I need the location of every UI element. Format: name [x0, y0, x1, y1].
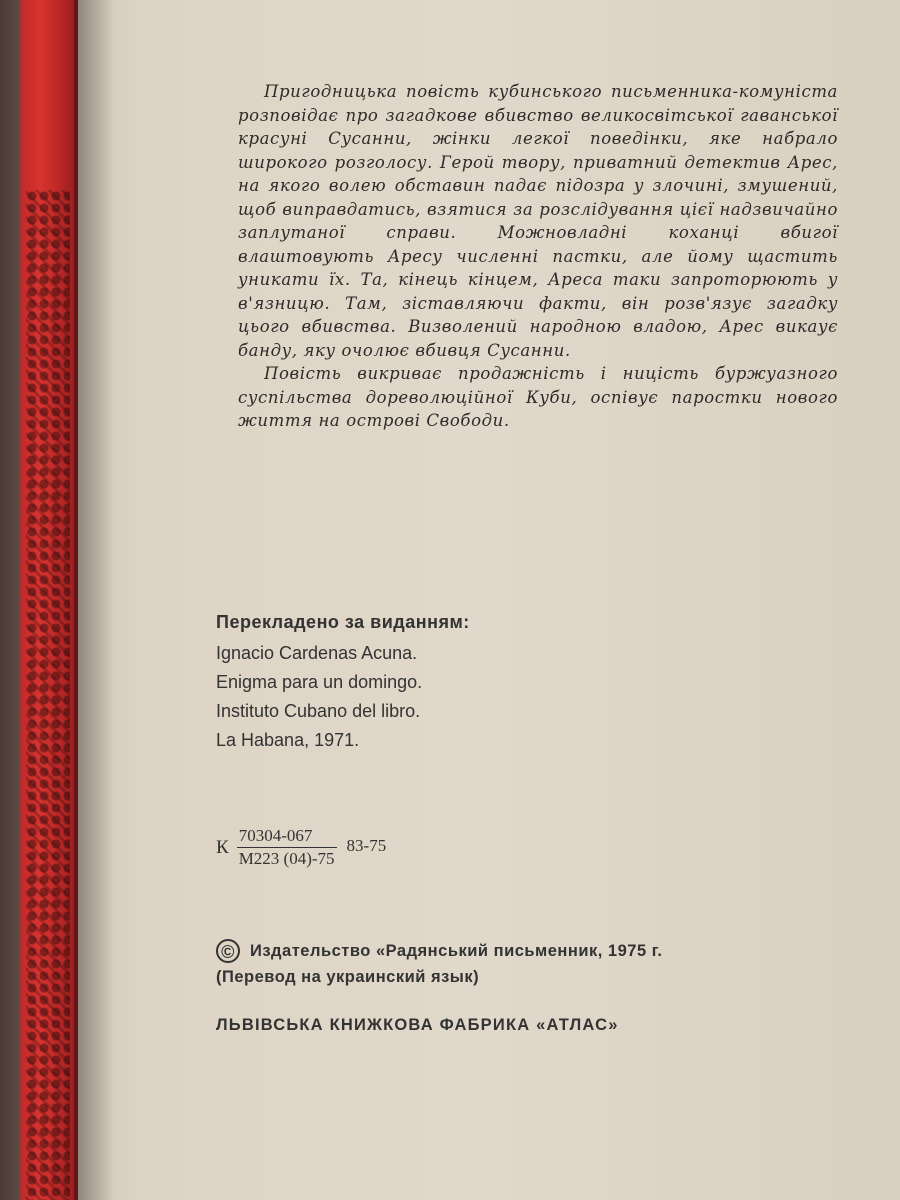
page-shadow	[74, 0, 114, 1200]
copyright-block	[216, 938, 836, 990]
index-fraction	[237, 826, 337, 869]
copyright-publisher: Издательство «Радянський письменник, 1975 г.	[250, 942, 663, 960]
index-code: 83-75	[346, 835, 387, 855]
catalog-index	[216, 826, 386, 869]
copyright-icon: ©	[216, 939, 240, 963]
translation-title: Enigma para un domingo.	[216, 672, 423, 692]
annotation-text	[238, 80, 838, 433]
annotation-paragraph: Пригодницька повість кубинського письменника-комуніста розповідає про загадкове вбивство великосвітської гаванської красуні Сусанни, жінки легкої поведінки, яке набрало широкого розголосу. Герой твору, приватний детектив Арес, на якого волею обставин падає підозра у злочині, змушений, щоб виправдатись, взятися за розслідування цієї надзвичайно заплутаної справи. Можновладні коханці вбигої влаштовують Аресу численні пастки, але йому щастить уникати їх. Та, кінець кінцем, Ареса таки запроторюють у в'язницю. Там, зіставляючи факти, він розв'язує загадку цього вбивства. Визволений народною владою, Арес викаує банду, яку очолює вбивця Сусанни.	[238, 82, 838, 360]
translation-source	[216, 608, 716, 755]
translation-heading: Перекладено за виданням:	[216, 612, 470, 632]
translation-place-year: La Habana, 1971.	[216, 730, 360, 750]
translation-publisher: Instituto Cubano del libro.	[216, 701, 421, 721]
book-cover-edge	[0, 0, 80, 1200]
cover-pattern	[26, 190, 70, 1200]
book-page	[78, 0, 900, 1200]
index-letter: К	[216, 836, 229, 858]
index-numerator: 70304-067	[237, 826, 337, 848]
annotation-paragraph: Повість викриває продажність і ницість буржуазного суспільства дореволюційної Куби, оспівує паростки нового життя на острові Свободи.	[238, 364, 838, 430]
copyright-translation-note: (Перевод на украинский язык)	[216, 968, 480, 986]
printing-factory: ЛЬВІВСЬКА КНИЖКОВА ФАБРИКА «АТЛАС»	[216, 1016, 619, 1034]
translation-author: Ignacio Cardenas Acuna.	[216, 643, 418, 663]
index-denominator: М223 (04)-75	[238, 849, 335, 868]
